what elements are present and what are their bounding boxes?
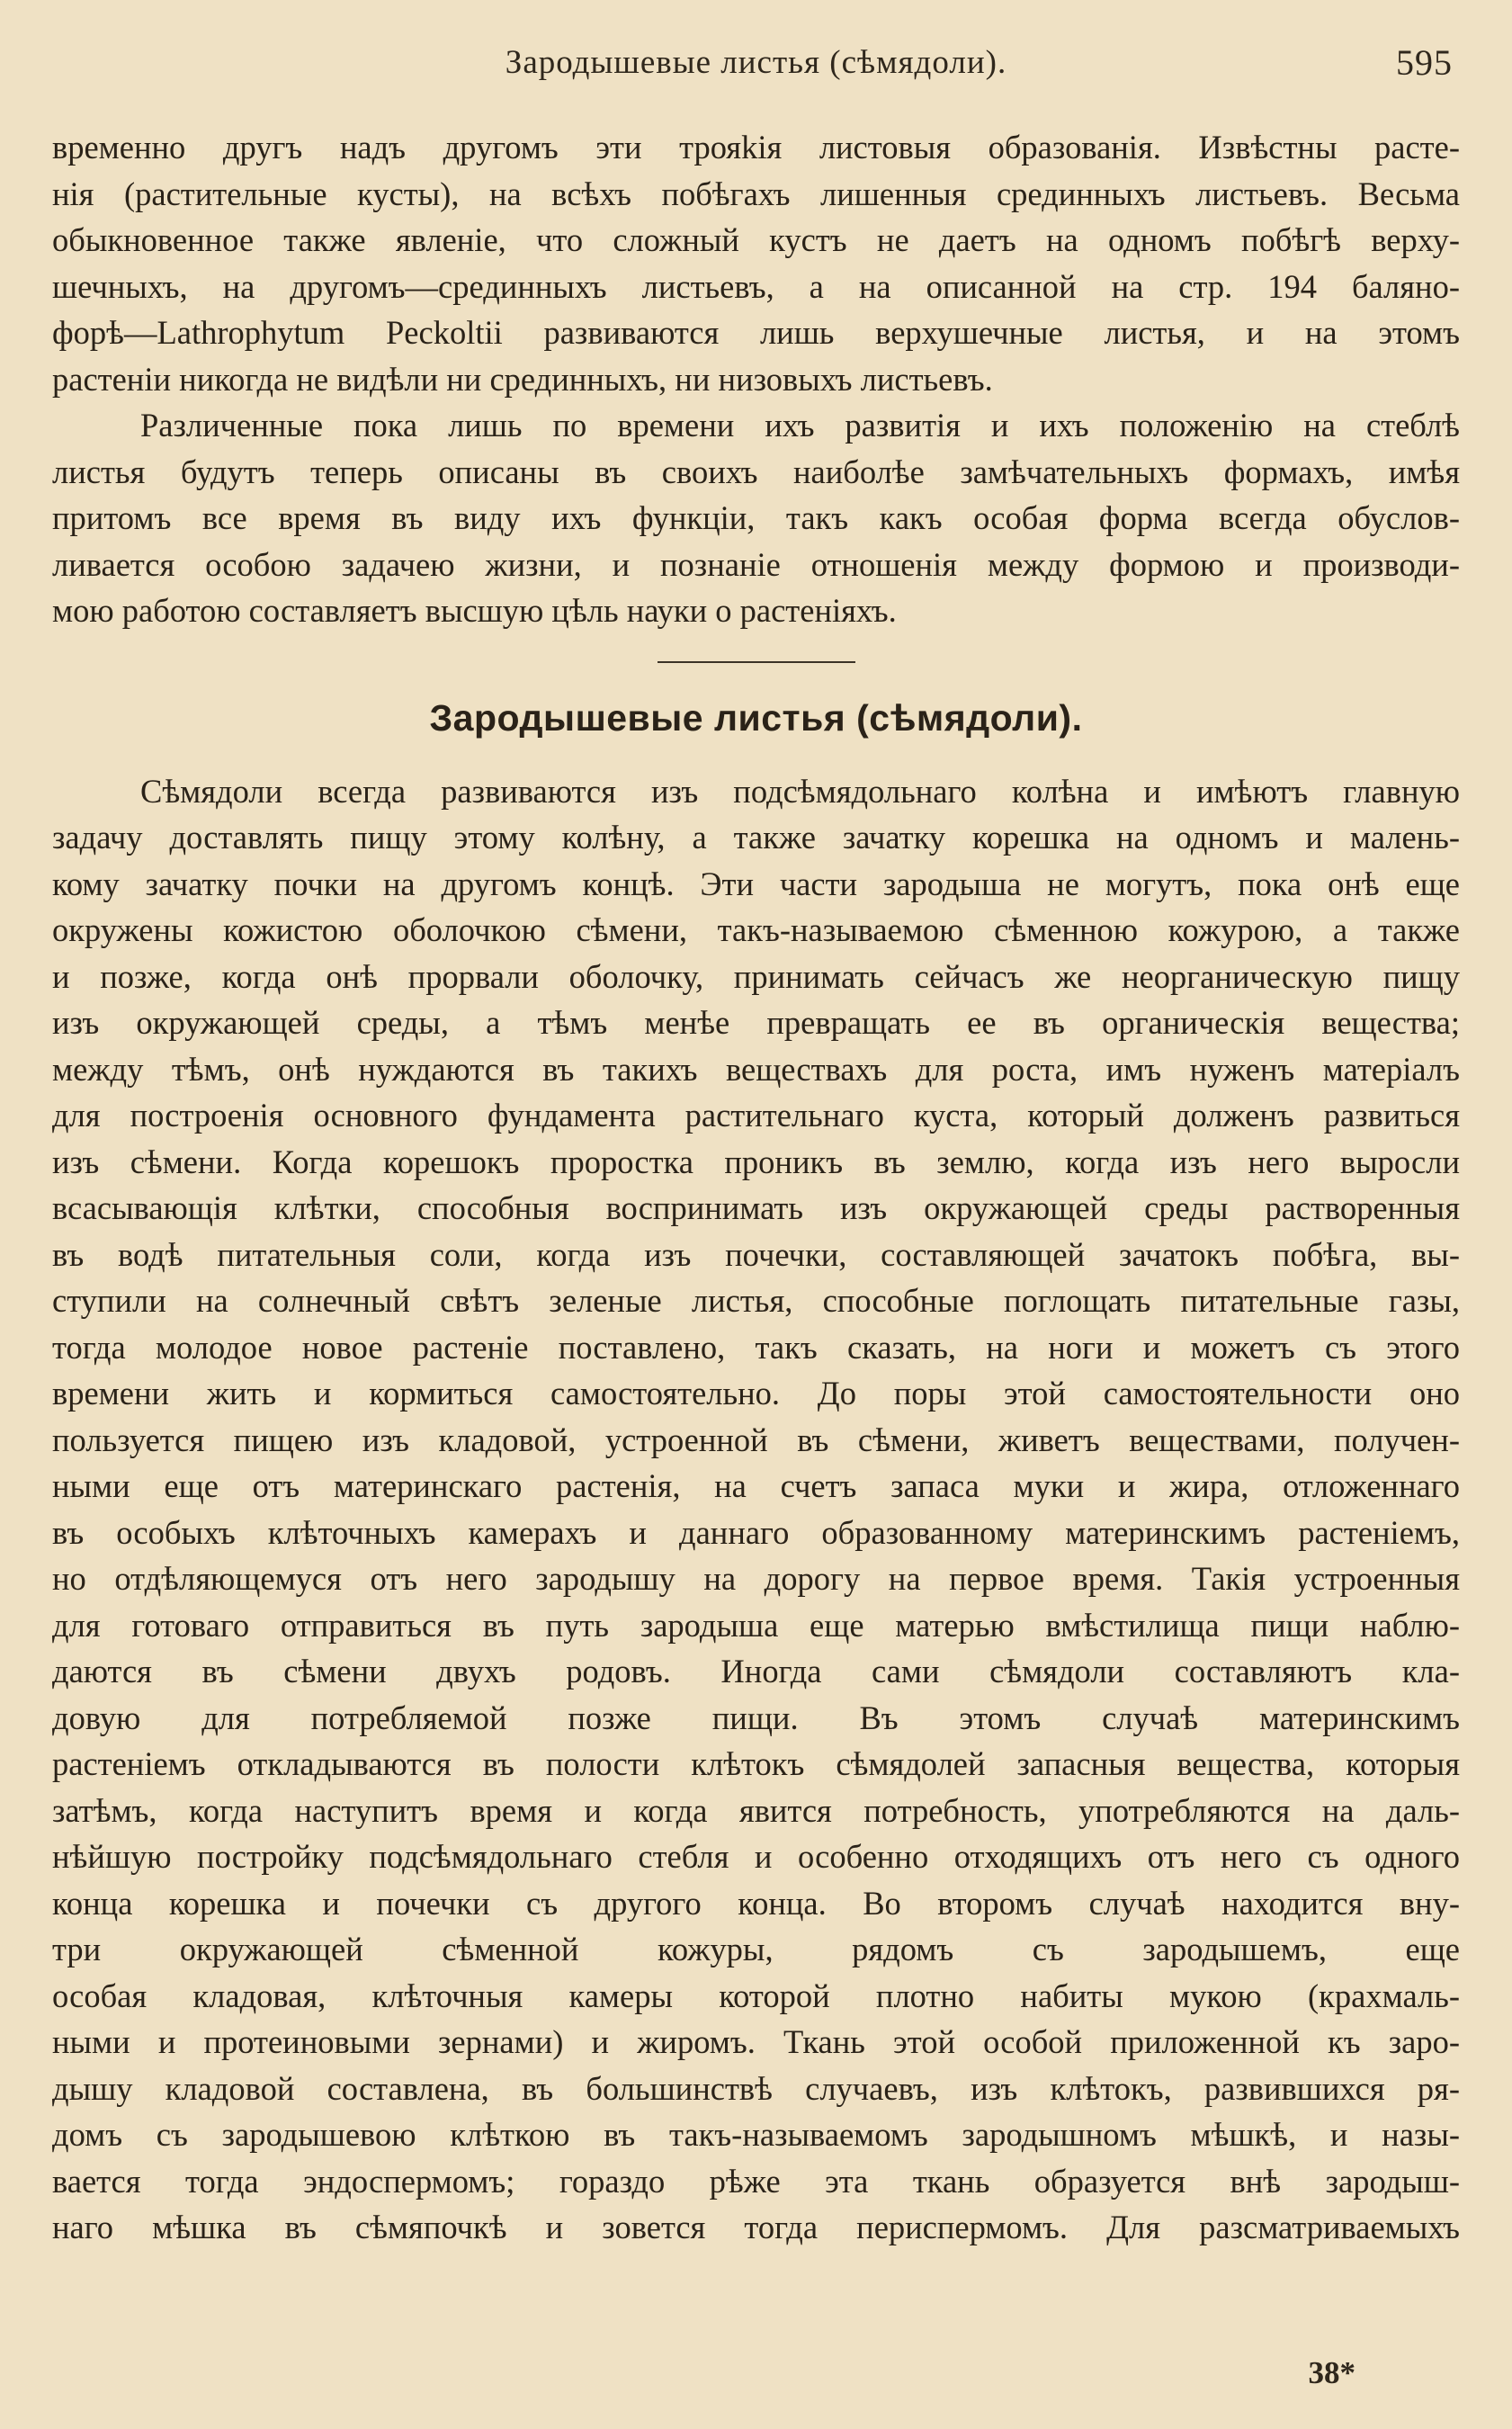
text-line: въ водѣ питательныя соли, когда изъ почечки, составляющей зачатокъ побѣга, вы- (52, 1235, 1460, 1273)
section-divider (658, 661, 855, 663)
running-title: Зародышевые листья (сѣмядоли). (505, 44, 1007, 81)
page-header (52, 36, 1460, 90)
text-line: затѣмъ, когда наступитъ время и когда явится потребность, употребляются на даль- (52, 1791, 1460, 1829)
text-line: даются въ сѣмени двухъ родовъ. Иногда сами сѣмядоли составляютъ кла- (52, 1653, 1460, 1690)
text-line: для построенія основного фундамента растительнаго куста, который долженъ развиться (52, 1097, 1460, 1134)
text-line: Сѣмядоли всегда развиваются изъ подсѣмядольнаго колѣна и имѣютъ главную (140, 772, 1460, 810)
text-line: задачу доставлять пищу этому колѣну, а также зачатку корешка на одномъ и малень- (52, 819, 1460, 856)
text-line: тогда молодое новое растеніе поставлено, такъ сказать, на ноги и можетъ съ этого (52, 1328, 1460, 1366)
text-line: ливается особою задачею жизни, и познаніе отношенія между формою и производи- (52, 545, 1460, 583)
text-line: наго мѣшка въ сѣмяпочкѣ и зовется тогда периспермомъ. Для разсматриваемыхъ (52, 2209, 1460, 2245)
body-text (52, 124, 1460, 2251)
text-line: особая кладовая, клѣточныя камеры которой плотно набиты мукою (крахмаль- (52, 1976, 1460, 2014)
text-line: растеніи никогда не видѣли ни срединныхъ, ни низовыхъ листьевъ. (52, 360, 993, 398)
text-line: пользуется пищею изъ кладовой, устроенной въ сѣмени, живетъ веществами, получен- (52, 1421, 1460, 1458)
paragraph-2 (52, 402, 1460, 634)
text-line: между тѣмъ, онѣ нуждаются въ такихъ веществахъ для роста, имъ нуженъ матеріалъ (52, 1050, 1460, 1088)
paragraph-3 (52, 768, 1460, 2251)
text-line: вается тогда эндоспермомъ; гораздо рѣже эта ткань образуется внѣ зародыш- (52, 2162, 1460, 2200)
text-line: изъ окружающей среды, а тѣмъ менѣе превращать ее въ органическія вещества; (52, 1004, 1460, 1041)
text-line: ными и протеиновыми зернами) и жиромъ. Ткань этой особой приложенной къ заро- (52, 2023, 1460, 2060)
text-line: дышу кладовой составлена, въ большинствѣ случаевъ, изъ клѣтокъ, развившихся ря- (52, 2069, 1460, 2107)
text-line: изъ сѣмени. Когда корешокъ проростка проникъ въ землю, когда изъ него выросли (52, 1143, 1460, 1180)
text-line: форѣ—Lathrophytum Peckoltii развиваются лишь верхушечные листья, и на этомъ (52, 314, 1460, 351)
text-line: листья будутъ теперь описаны въ своихъ наиболѣе замѣчательныхъ формахъ, имѣя (52, 453, 1460, 490)
text-line: шечныхъ, на другомъ—срединныхъ листьевъ, а на описанной на стр. 194 баляно- (52, 267, 1460, 305)
text-line: времени жить и кормиться самостоятельно. До поры этой самостоятельности оно (52, 1375, 1460, 1412)
book-page (52, 36, 1460, 2393)
text-line: всасывающія клѣтки, способныя воспринимать изъ окружающей среды растворенныя (52, 1189, 1460, 1226)
section-heading: Зародышевые листья (сѣмядоли). (429, 696, 1083, 739)
text-line: домъ съ зародышевою клѣткою въ такъ-называемомъ зародышномъ мѣшкѣ, и назы- (52, 2116, 1460, 2153)
text-line: и позже, когда онѣ прорвали оболочку, принимать сейчасъ же неорганическую пищу (52, 957, 1460, 995)
text-line: обыкновенное также явленіе, что сложный кустъ не даетъ на одномъ побѣгѣ верху- (52, 221, 1460, 258)
text-line: растеніемъ откладываются въ полости клѣтокъ сѣмядолей запасныя вещества, которыя (52, 1745, 1460, 1782)
text-line: временно другъ надъ другомъ эти трояkія листовыя образованія. Извѣстны расте- (52, 129, 1460, 166)
text-line: для готоваго отправиться въ путь зародыша еще матерью вмѣстилища пищи наблю- (52, 1606, 1460, 1644)
text-line: нія (растительные кусты), на всѣхъ побѣгахъ лишенныя срединныхъ листьевъ. Весьма (52, 175, 1460, 212)
text-line: притомъ все время въ виду ихъ функціи, такъ какъ особая форма всегда обуслов- (52, 499, 1460, 536)
text-line: ными еще отъ материнскаго растенія, на счетъ запаса муки и жира, отложеннаго (52, 1467, 1460, 1504)
text-line: въ особыхъ клѣточныхъ камерахъ и даннаго образованному материнскимъ растеніемъ, (52, 1513, 1460, 1551)
page-number: 595 (1396, 42, 1453, 83)
text-line: но отдѣляющемуся отъ него зародышу на дорогу на первое время. Такія устроенныя (52, 1560, 1460, 1597)
text-line: нѣйшую постройку подсѣмядольнаго стебля и особенно отходящихъ отъ него съ одного (52, 1838, 1460, 1875)
text-line: ступили на солнечный свѣтъ зеленые листья, способные поглощать питательные газы, (52, 1282, 1460, 1319)
signature-mark: 38* (1308, 2355, 1355, 2390)
text-line: довую для потребляемой позже пищи. Въ этомъ случаѣ материнскимъ (52, 1699, 1460, 1736)
text-line: окружены кожистою оболочкою сѣмени, такъ-называемою сѣменною кожурою, а также (52, 911, 1460, 948)
paragraph-1 (52, 124, 1460, 402)
text-line: Различенные пока лишь по времени ихъ развитія и ихъ положенію на стеблѣ (140, 407, 1460, 444)
text-line: конца корешка и почечки съ другого конца. Во второмъ случаѣ находится вну- (52, 1884, 1460, 1922)
text-line: кому зачатку почки на другомъ концѣ. Эти части зародыша не могутъ, пока онѣ еще (52, 865, 1460, 902)
text-line: мою работою составляетъ высшую цѣль науки о растеніяхъ. (52, 592, 897, 629)
text-line: три окружающей сѣменной кожуры, рядомъ съ зародышемъ, еще (52, 1931, 1460, 1967)
